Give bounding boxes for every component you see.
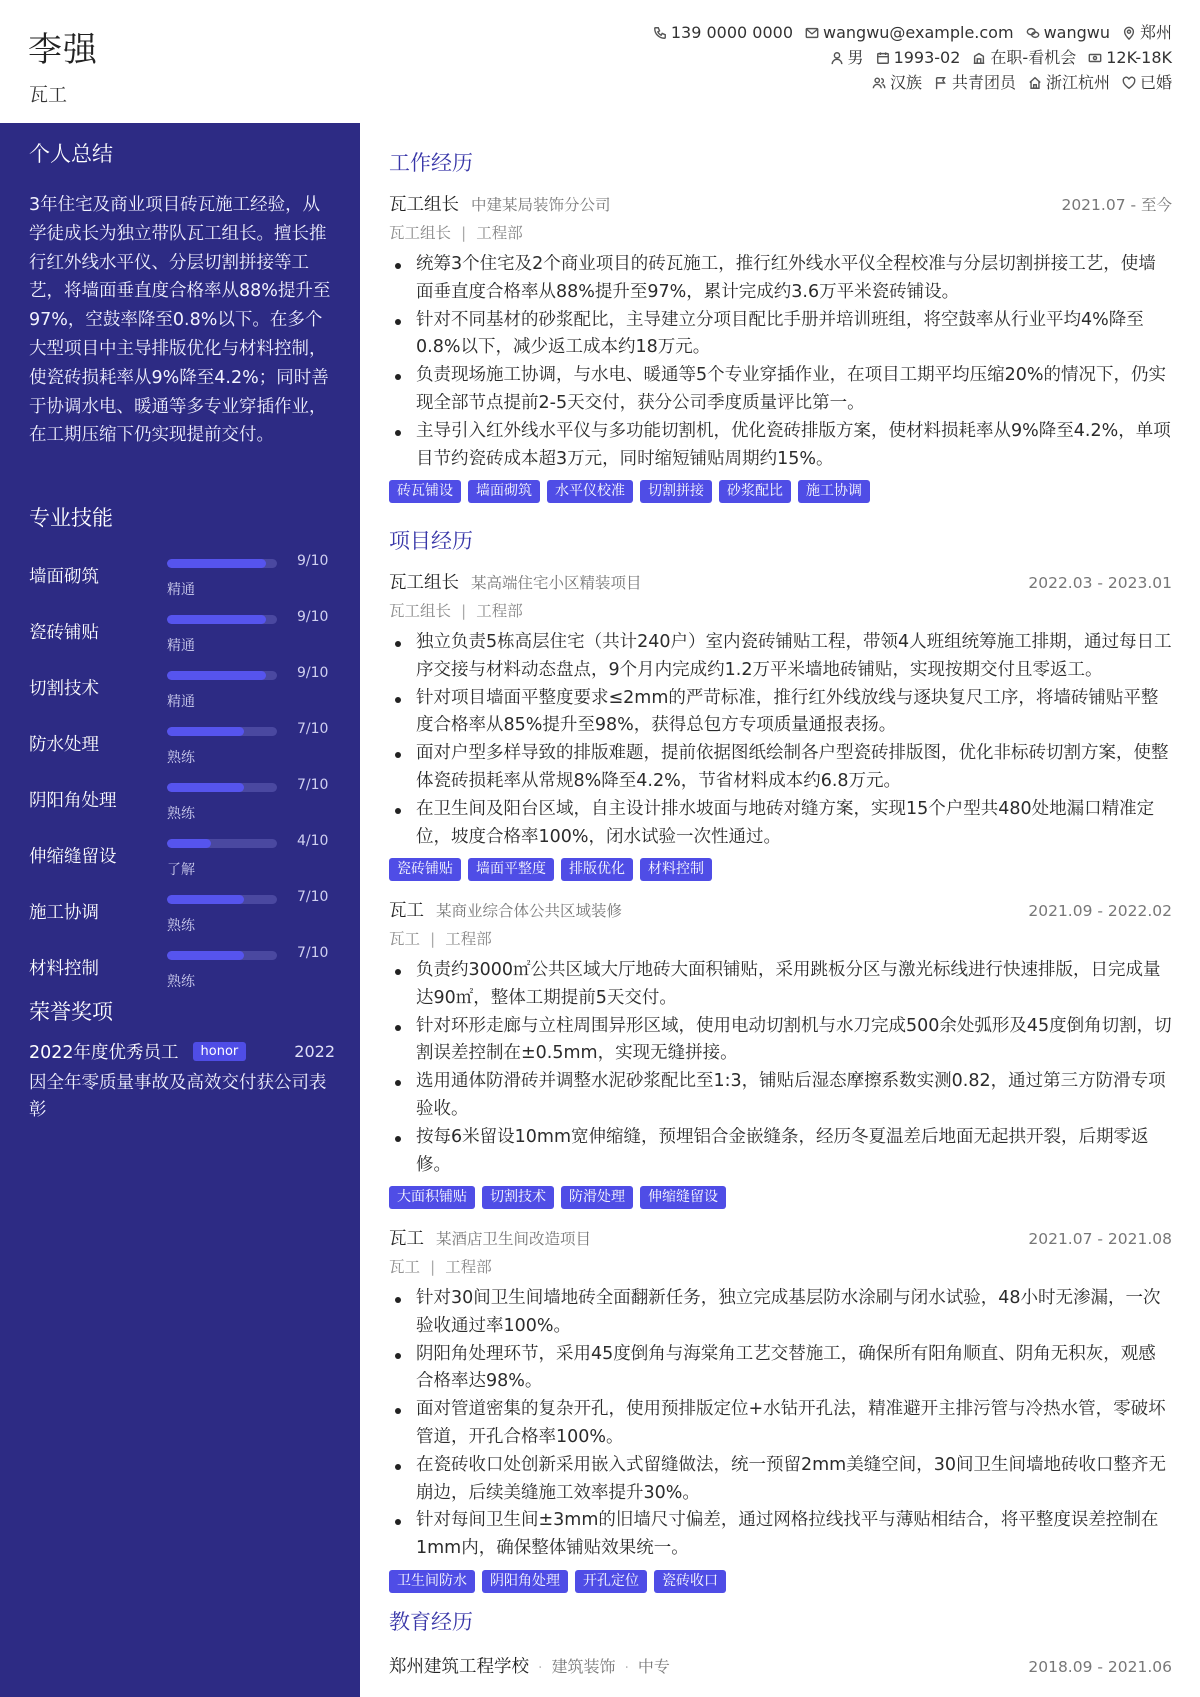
sidebar [0,123,360,1697]
location-text: 郑州 [1139,23,1172,42]
politics-text: 共青团员 [951,73,1016,92]
tag-list [389,1186,1172,1209]
work-entry [389,191,1172,503]
bullet-item: 针对每间卫生间±3mm的旧墙尺寸偏差，通过网格拉线找平与薄贴相结合，将平整度误差控制在1mm内，确保整体铺贴效果统一。 [389,1507,1172,1563]
entry-subline [389,221,1172,243]
dot-separator: · [624,1660,629,1676]
entry-subline [389,927,1172,949]
skills-heading: 专业技能 [29,506,113,530]
bullet-item: 负责现场施工协调，与水电、暖通等5个专业穿插作业，在项目工期平均压缩20%的情况下，仍实现全部节点提前2-5天交付，获分公司季度质量评比第一。 [389,362,1172,418]
entry-bullets [389,251,1172,473]
skill-bar-fill [167,839,211,848]
phone-icon [653,26,667,40]
education-heading: 教育经历 [389,1610,473,1634]
education-date: 2018.09 - 2021.06 [1028,1658,1172,1676]
calendar-icon [876,51,890,65]
resume-header [0,0,1200,123]
work-heading: 工作经历 [389,151,473,175]
tag: 切割拼接 [640,480,712,503]
tag: 瓷砖铺贴 [389,858,461,881]
skill-bar-fill [167,951,244,960]
entry-role: 瓦工组长 [389,573,459,593]
entry-department: 工程部 [445,930,492,948]
project-entry [389,1225,1172,1593]
entry-role: 瓦工组长 [389,195,459,215]
marital-item [1122,70,1172,95]
bullet-item: 选用通体防滑砖并调整水泥砂浆配比至1:3，铺贴后湿态摩擦系数实测0.82，通过第三方防滑专项验收。 [389,1068,1172,1124]
tag: 材料控制 [640,858,712,881]
wechat-item [1026,20,1110,45]
tag: 开孔定位 [575,1570,647,1593]
tag: 卫生间防水 [389,1570,475,1593]
separator: | [461,224,467,242]
tag: 砂浆配比 [719,480,791,503]
bullet-item: 针对30间卫生间墙地砖全面翻新任务，独立完成基层防水涂刷与闭水试验，48小时无渗漏，一次验收通过率100%。 [389,1285,1172,1341]
salary-item [1088,45,1172,70]
dot-separator: · [538,1660,543,1676]
bullet-item: 独立负责5栋高层住宅（共计240户）室内瓷砖铺贴工程，带领4人班组统筹施工排期，通过每日工序交接与材料动态盘点，9个月内完成约1.2万平米墙地砖铺贴，实现按期交付且零返工。 [389,629,1172,685]
skill-bar-fill [167,671,266,680]
project-entry [389,569,1172,881]
entry-date: 2021.07 - 至今 [1061,196,1172,214]
email-item [805,20,1014,45]
tag: 防滑处理 [561,1186,633,1209]
skill-level: 熟练 [167,750,195,766]
entry-bullets [389,957,1172,1179]
bullet-item: 统筹3个住宅及2个商业项目的砖瓦施工，推行红外线水平仪全程校准与分层切割拼接工艺，使墙面垂直度合格率从88%提升至97%，累计完成约3.6万平米瓷砖铺设。 [389,251,1172,307]
separator: | [430,1258,436,1276]
skill-bar-fill [167,559,266,568]
tag-list [389,1570,1172,1593]
skill-level: 熟练 [167,918,195,934]
skill-name: 施工协调 [29,903,99,923]
tag: 砖瓦铺设 [389,480,461,503]
skill-bar-fill [167,615,266,624]
gender-item [830,45,864,70]
entry-department: 工程部 [476,602,523,620]
summary-text: 3年住宅及商业项目砖瓦施工经验，从学徒成长为独立带队瓦工组长。擅长推行红外线水平仪、分层切割拼接等工艺，将墙面垂直度合格率从88%提升至97%，空鼓率降至0.8%以下。在多个大型项目中主导排版优化与材料控制，使瓷砖损耗率从9%降至4.2%；同时善于协调水电、暖通等多专业穿插作业，在工期压缩下仍实现提前交付。 [29,195,331,446]
status-text: 在职-看机会 [990,48,1077,67]
skill-score: 9/10 [297,553,329,569]
tag: 伸缩缝留设 [640,1186,726,1209]
entry-org: 某酒店卫生间改造项目 [436,1230,592,1248]
education-entry [389,1653,1172,1678]
skill-name: 防水处理 [29,735,99,755]
tag-list [389,858,1172,881]
entry-sub-role: 瓦工组长 [389,224,452,242]
entry-department: 工程部 [476,224,523,242]
building-icon [972,51,986,65]
skill-score: 7/10 [297,721,329,737]
skill-item [29,663,339,713]
award-description: 因全年零质量事故及高效交付获公司表彰 [29,1073,327,1120]
ethnicity-item [872,70,922,95]
skill-bar [167,839,277,848]
hometown-text: 浙江杭州 [1045,73,1110,92]
separator: | [461,602,467,620]
entry-org: 中建某局装饰分公司 [471,196,611,214]
education-major: 建筑装饰 [551,1657,616,1676]
award-year: 2022 [294,1042,335,1061]
skill-score: 9/10 [297,609,329,625]
award-badge: honor [193,1042,247,1061]
separator: | [430,930,436,948]
skill-score: 9/10 [297,665,329,681]
summary-heading: 个人总结 [29,142,113,166]
skill-level: 熟练 [167,974,195,990]
skill-bar [167,783,277,792]
entry-subline [389,1255,1172,1277]
skill-name: 墙面砌筑 [29,567,99,587]
education-degree: 中专 [637,1657,670,1676]
entry-org: 某高端住宅小区精装项目 [471,574,642,592]
bullet-item: 主导引入红外线水平仪与多功能切割机，优化瓷砖排版方案，使材料损耗率从9%降至4.2%，单项目节约瓷砖成本超3万元，同时缩短铺贴周期约15%。 [389,418,1172,474]
skill-item [29,607,339,657]
skill-name: 伸缩缝留设 [29,847,117,867]
skill-score: 4/10 [297,833,329,849]
skill-bar [167,951,277,960]
hometown-item [1028,70,1110,95]
bullet-item: 针对不同基材的砂浆配比，主导建立分项目配比手册并培训班组，将空鼓率从行业平均4%降至0.8%以下，减少返工成本约18万元。 [389,307,1172,363]
tag: 墙面砌筑 [468,480,540,503]
skill-bar [167,895,277,904]
skill-score: 7/10 [297,777,329,793]
tag: 瓷砖收口 [654,1570,726,1593]
bullet-item: 阴阳角处理环节，采用45度倒角与海棠角工艺交替施工，确保所有阳角顺直、阴角无积灰，观感合格率达98%。 [389,1341,1172,1397]
bullet-item: 负责约3000㎡公共区域大厅地砖大面积铺贴，采用跳板分区与激光标线进行快速排版，日完成量达90㎡，整体工期提前5天交付。 [389,957,1172,1013]
birth-text: 1993-02 [893,48,961,67]
phone-text: 139 0000 0000 [670,23,794,42]
users-icon [872,76,886,90]
tag: 墙面平整度 [468,858,554,881]
location-pin-icon [1122,26,1136,40]
tag: 水平仪校准 [547,480,633,503]
entry-date: 2021.09 - 2022.02 [1028,902,1172,920]
entry-date: 2022.03 - 2023.01 [1028,574,1172,592]
skill-item [29,775,339,825]
skill-name: 瓷砖铺贴 [29,623,99,643]
bullet-item: 针对环形走廊与立柱周围异形区域，使用电动切割机与水刀完成500余处弧形及45度倒角切割，切割误差控制在±0.5mm，实现无缝拼接。 [389,1013,1172,1069]
education-school: 郑州建筑工程学校 [389,1657,529,1677]
awards-heading: 荣誉奖项 [29,1000,113,1024]
candidate-name: 李强 [28,30,98,70]
skill-score: 7/10 [297,889,329,905]
skill-item [29,551,339,601]
entry-department: 工程部 [445,1258,492,1276]
mail-icon [805,26,819,40]
wechat-text: wangwu [1043,23,1110,42]
skill-level: 熟练 [167,806,195,822]
user-icon [830,51,844,65]
skill-bar [167,671,277,680]
flag-icon [934,76,948,90]
location-item [1122,20,1172,45]
skill-bar-fill [167,727,244,736]
entry-bullets [389,629,1172,851]
projects-heading: 项目经历 [389,529,473,553]
skill-bar-fill [167,783,244,792]
skill-score: 7/10 [297,945,329,961]
birth-item [876,45,961,70]
home-icon [1028,76,1042,90]
skill-bar [167,727,277,736]
entry-date: 2021.07 - 2021.08 [1028,1230,1172,1248]
entry-org: 某商业综合体公共区域装修 [436,902,623,920]
award-title: 2022年度优秀员工 [29,1043,179,1063]
entry-sub-role: 瓦工 [389,1258,421,1276]
skill-level: 精通 [167,638,195,654]
skill-name: 阴阳角处理 [29,791,117,811]
entry-role: 瓦工 [389,901,424,921]
bullet-item: 在卫生间及阳台区域，自主设计排水坡面与地砖对缝方案，实现15个户型共480处地漏口精准定位，坡度合格率100%，闭水试验一次性通过。 [389,796,1172,852]
skill-item [29,887,339,937]
bullet-item: 针对项目墙面平整度要求≤2mm的严苛标准，推行红外线放线与逐块复尺工序，将墙砖铺贴平整度合格率从85%提升至98%，获得总包方专项质量通报表扬。 [389,685,1172,741]
bullet-item: 按每6米留设10mm宽伸缩缝，预埋铝合金嵌缝条，经历冬夏温差后地面无起拱开裂，后期零返修。 [389,1124,1172,1180]
email-text[interactable]: wangwu@example.com [823,23,1014,42]
bullet-item: 面对管道密集的复杂开孔，使用预排版定位+水钻开孔法，精准避开主排污管与冷热水管，零破坏管道，开孔合格率100%。 [389,1396,1172,1452]
phone-item [653,20,793,45]
candidate-title: 瓦工 [29,84,68,106]
ethnicity-text: 汉族 [889,73,922,92]
skill-name: 材料控制 [29,959,99,979]
money-icon [1088,51,1102,65]
entry-bullets [389,1285,1172,1563]
skill-level: 精通 [167,694,195,710]
entry-sub-role: 瓦工 [389,930,421,948]
tag: 切割技术 [482,1186,554,1209]
salary-text: 12K-18K [1106,48,1172,67]
entry-role: 瓦工 [389,1229,424,1249]
skill-level: 精通 [167,582,195,598]
wechat-icon [1026,26,1040,40]
skill-bar [167,615,277,624]
tag: 施工协调 [798,480,870,503]
tag: 排版优化 [561,858,633,881]
skill-item [29,719,339,769]
skill-name: 切割技术 [29,679,99,699]
tag: 大面积铺贴 [389,1186,475,1209]
skill-bar-fill [167,895,244,904]
bullet-item: 面对户型多样导致的排版难题，提前依据图纸绘制各户型瓷砖排版图，优化非标砖切割方案，使整体瓷砖损耗率从常规8%降至4.2%，节省材料成本约6.8万元。 [389,740,1172,796]
project-entry [389,897,1172,1209]
skill-item [29,831,339,881]
entry-subline [389,599,1172,621]
entry-sub-role: 瓦工组长 [389,602,452,620]
politics-item [934,70,1016,95]
gender-text: 男 [847,48,864,67]
status-item [972,45,1076,70]
tag: 阴阳角处理 [482,1570,568,1593]
marital-text: 已婚 [1139,73,1172,92]
skill-bar [167,559,277,568]
award-item [29,1039,335,1124]
heart-icon [1122,76,1136,90]
bullet-item: 在瓷砖收口处创新采用嵌入式留缝做法，统一预留2mm美缝空间，30间卫生间墙地砖收口整齐无崩边，后续美缝施工效率提升30%。 [389,1452,1172,1508]
skill-item [29,943,339,993]
contact-block [653,20,1172,95]
tag-list [389,480,1172,503]
skill-level: 了解 [167,862,195,878]
